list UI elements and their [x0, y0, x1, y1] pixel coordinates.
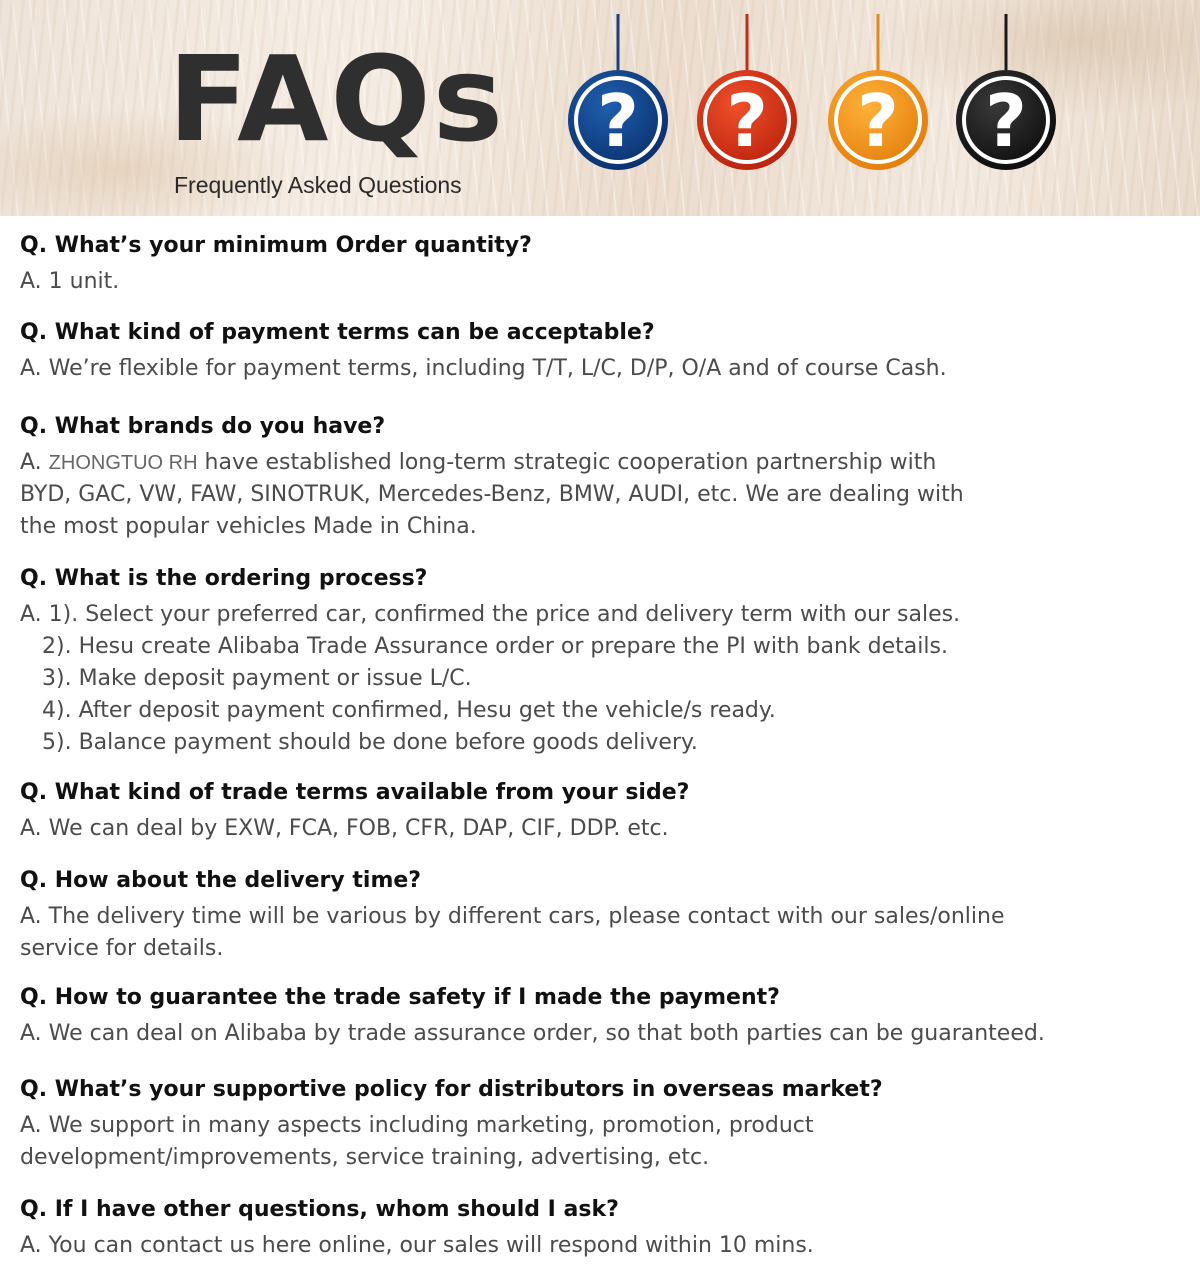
faq-item-distributor-policy: [20, 1074, 1180, 1174]
process-step: 2). Hesu create Alibaba Trade Assurance order or prepare the PI with bank details.: [42, 634, 948, 659]
faq-answer: A. You can contact us here online, our sales will respond within 10 mins.: [20, 1233, 814, 1258]
faq-question: Q. What’s your supportive policy for distributors in overseas market?: [20, 1077, 883, 1102]
answer-line: development/improvements, service training, advertising, etc.: [20, 1145, 710, 1170]
faq-item-brands: [20, 411, 1180, 543]
faq-question: Q. What kind of trade terms available from your side?: [20, 780, 690, 805]
faq-item-trade-safety: [20, 982, 1180, 1050]
answer-line: service for details.: [20, 936, 224, 961]
brand-name: ZHONGTUO RH: [48, 452, 198, 474]
faq-item-other-questions: [20, 1194, 1180, 1262]
svg-text:?: ?: [985, 79, 1027, 163]
faq-question: Q. What is the ordering process?: [20, 566, 428, 591]
black-question-icon: [956, 14, 1056, 170]
svg-text:?: ?: [726, 79, 768, 163]
svg-text:?: ?: [857, 79, 899, 163]
faq-banner: [0, 0, 1200, 216]
faq-answer: A. We support in many aspects including marketing, promotion, product: [20, 1113, 814, 1138]
blue-question-icon: [568, 14, 668, 170]
faq-answer: A. We’re flexible for payment terms, including T/T, L/C, D/P, O/A and of course Cash.: [20, 356, 947, 381]
faq-question: Q. What brands do you have?: [20, 414, 386, 439]
faq-answer: [20, 447, 1180, 479]
svg-text:?: ?: [597, 79, 639, 163]
answer-line: the most popular vehicles Made in China.: [20, 514, 477, 539]
faq-item-payment-terms: [20, 317, 1180, 385]
process-step: A. 1). Select your preferred car, confirmed the price and delivery term with our sales.: [20, 602, 961, 627]
answer-text: have established long-term strategic cooperation partnership with: [204, 450, 937, 475]
faq-answer: A. We can deal on Alibaba by trade assurance order, so that both parties can be guaranteed.: [20, 1021, 1045, 1046]
faq-answer: A. We can deal by EXW, FCA, FOB, CFR, DAP, CIF, DDP. etc.: [20, 816, 669, 841]
red-question-icon: [697, 14, 797, 170]
answer-line: BYD, GAC, VW, FAW, SINOTRUK, Mercedes-Benz, BMW, AUDI, etc. We are dealing with: [20, 482, 964, 507]
process-step: 4). After deposit payment confirmed, Hesu get the vehicle/s ready.: [42, 698, 776, 723]
banner-title: FAQs: [168, 30, 505, 168]
process-step: 3). Make deposit payment or issue L/C.: [42, 666, 472, 691]
answer-prefix: A.: [20, 450, 42, 475]
faq-question: Q. If I have other questions, whom should I ask?: [20, 1197, 619, 1222]
faq-question: Q. What’s your minimum Order quantity?: [20, 233, 532, 258]
banner-subtitle: Frequently Asked Questions: [174, 172, 462, 198]
orange-question-icon: [828, 14, 928, 170]
faq-answer: A. The delivery time will be various by different cars, please contact with our sales/online: [20, 904, 1005, 929]
process-step: 5). Balance payment should be done before goods delivery.: [42, 730, 698, 755]
faq-item-trade-terms: [20, 777, 1180, 845]
faq-item-delivery-time: [20, 865, 1180, 965]
faq-answer: A. 1 unit.: [20, 269, 120, 294]
faq-item-minimum-order: [20, 230, 1180, 298]
faq-question: Q. What kind of payment terms can be acceptable?: [20, 320, 655, 345]
faq-question: Q. How to guarantee the trade safety if I made the payment?: [20, 985, 780, 1010]
faq-item-ordering-process: [20, 563, 1180, 759]
faq-question: Q. How about the delivery time?: [20, 868, 422, 893]
question-icons-group: [0, 0, 1200, 216]
